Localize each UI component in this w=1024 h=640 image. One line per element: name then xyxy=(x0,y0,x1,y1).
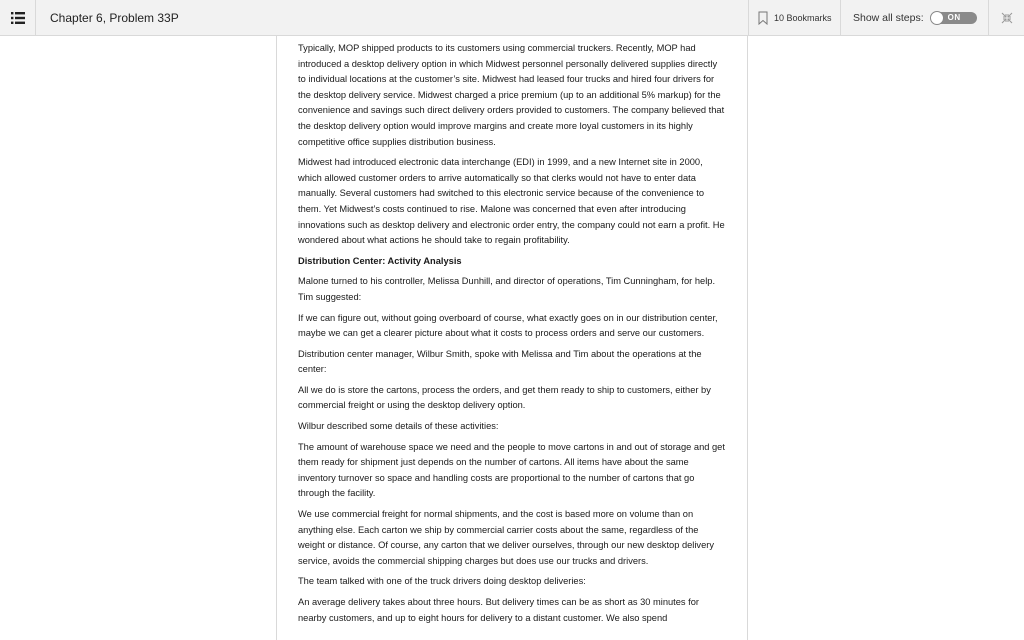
paragraph: We use commercial freight for normal shipments, and the cost is based more on volume than on anything else. Each carton we ship by commercial carrier costs about the same, regardless of the weight or distance. Of course, any carton that we deliver ourselves, through our new desktop delivery service, avoids the commercial shipping charges but does use our trucks and drivers. xyxy=(298,509,714,566)
bookmarks-label: 10 Bookmarks xyxy=(774,12,832,23)
bookmarks-button[interactable] xyxy=(748,0,840,35)
paragraph: If we can figure out, without going overboard of course, what exactly goes on in our distribution center, maybe we can get a clearer picture about what it costs to process orders and serve our customers. xyxy=(298,312,718,339)
toggle-state-label: ON xyxy=(947,12,961,22)
paragraph: Wilbur described some details of these activities: xyxy=(298,421,499,432)
collapse-icon xyxy=(1001,12,1013,24)
paragraph: Midwest had introduced electronic data interchange (EDI) in 1999, and a new Internet site in 2000, which allowed customer orders to arrive automatically so that clerks would not have to enter data manually. Several customers had switched to this electronic service because of the convenience to them. Yet Midwest’s costs continued to rise. Malone was concerned that even after introducing innovations such as desktop delivery and electronic order entry, the company could not earn a profit. He wondered about what actions he should take to regain profitability. xyxy=(298,157,725,246)
paragraph: Distribution center manager, Wilbur Smith, spoke with Melissa and Tim about the operations at the center: xyxy=(298,348,702,375)
show-all-steps xyxy=(840,0,988,35)
bookmark-icon xyxy=(758,11,768,25)
show-steps-toggle[interactable] xyxy=(931,12,977,24)
problem-text xyxy=(277,36,747,626)
section-heading: Distribution Center: Activity Analysis xyxy=(298,255,462,266)
paragraph: The amount of warehouse space we need and the people to move cartons in and out of storage and get them ready for shipment just depends on the number of cartons. All items have about the same inventory turnover so space and handling costs are proportional to the number of cartons that go through the facility. xyxy=(298,441,725,499)
show-steps-label: Show all steps: xyxy=(853,11,924,24)
collapse-button[interactable] xyxy=(988,0,1024,35)
paragraph: All we do is store the cartons, process the orders, and get them ready to ship to customers, either by commercial freight or using the desktop delivery option. xyxy=(298,384,711,411)
menu-button[interactable] xyxy=(0,0,36,35)
top-bar xyxy=(0,0,1024,36)
toggle-knob xyxy=(930,11,944,25)
paragraph: Malone turned to his controller, Melissa Dunhill, and director of operations, Tim Cunningham, for help. Tim suggested: xyxy=(298,276,716,302)
page-title: Chapter 6, Problem 33P xyxy=(50,11,179,25)
list-menu-icon xyxy=(11,12,25,24)
paragraph: An average delivery takes about three hours. But delivery times can be as short as 30 minutes for nearby customers, and up to eight hours for delivery to a distant customer. We also spend xyxy=(298,597,700,623)
paragraph: Typically, MOP shipped products to its customers using commercial truckers. Recently, MOP had introduced a desktop delivery option in which Midwest personnel personally delivered supplies directly to individual locations at the customer’s site. Midwest had leased four trucks and hired four drivers for the desktop delivery service. Midwest charged a price premium (up to an additional 5% markup) for the convenience and savings such direct delivery orders provided to customers. The company believed that the desktop delivery option would improve margins and create more loyal customers in its highly competitive office supplies distribution business. xyxy=(298,43,725,147)
paragraph: The team talked with one of the truck drivers doing desktop deliveries: xyxy=(298,576,586,587)
problem-content[interactable] xyxy=(276,36,748,640)
